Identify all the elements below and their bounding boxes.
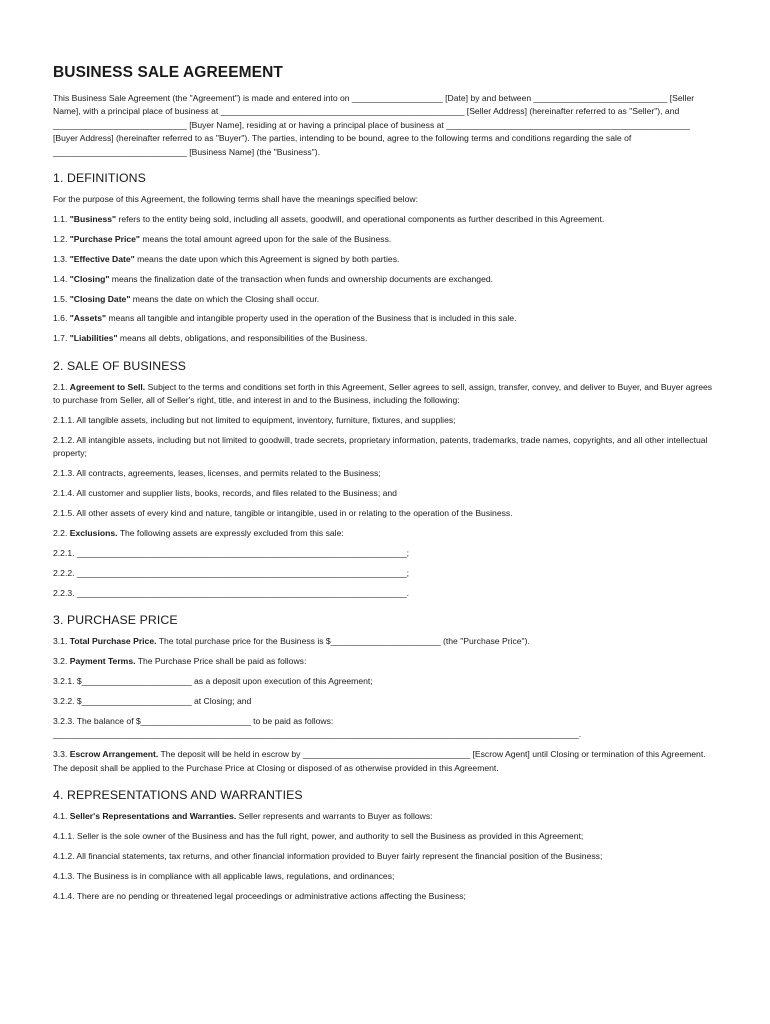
intro-paragraph: This Business Sale Agreement (the "Agreement") is made and entered into on ___________________ [Date] by and between ____________________________ [Seller Name], with a principal place of business at ___________________________________________________ [Seller Address] (hereinafter referred to as "Seller"), and ____________________________ [Buyer Name], residing at or having a principal place of business at ___________________________________________________ [Buyer Address] (hereinafter referred to as "Buyer"). The parties, intending to be bound, agree to the following terms and conditions regarding the sale of ____________________________ [Business Name] (the "Business"). — [53, 93, 695, 157]
clause-number: 3.2. — [53, 656, 70, 667]
clause-text: 2.2.3. _____________________________________________________________________. — [53, 587, 410, 598]
clause-paragraph — [53, 567, 717, 580]
section-heading: 4. REPRESENTATIONS AND WARRANTIES — [53, 787, 303, 802]
section-heading: 1. DEFINITIONS — [53, 171, 146, 186]
clause-paragraph — [53, 748, 717, 775]
clause-text: The Purchase Price shall be paid as follows: — [135, 656, 307, 667]
clause-paragraph — [53, 587, 717, 600]
clause-paragraph — [53, 253, 717, 266]
clause-number: 1.5. — [53, 293, 70, 304]
clause-text: 2.1.4. All customer and supplier lists, books, records, and files related to the Business; and — [53, 488, 397, 499]
clause-paragraph — [53, 547, 717, 560]
clause-text: 2.2.1. _____________________________________________________________________; — [53, 547, 410, 558]
clause-term: Escrow Arrangement. — [69, 749, 159, 760]
clause-paragraph — [53, 213, 717, 226]
clause-text: 3.2.1. $_______________________ as a deposit upon execution of this Agreement; — [53, 675, 373, 686]
clause-number: 3.1. — [53, 636, 70, 647]
sections-container — [53, 171, 717, 903]
clause-paragraph — [53, 635, 717, 648]
clause-number: 4.1. — [53, 810, 70, 821]
clause-paragraph — [53, 487, 717, 500]
clause-text: The deposit will be held in escrow by ___________________________________ [Escrow Agent] until Closing or termination of this Agreement. The deposit shall be applied to the Purchase Price at Closing or disposed of as otherwise provided in this Agreement. — [53, 749, 706, 773]
clause-text: means the total amount agreed upon for the sale of the Business. — [140, 233, 392, 244]
clause-term: "Business" — [69, 213, 117, 224]
clause-text: Seller represents and warrants to Buyer as follows: — [236, 810, 433, 821]
clause-text: Subject to the terms and conditions set forth in this Agreement, Seller agrees to sell, assign, transfer, convey, and deliver to Buyer, and Buyer agrees to purchase from Seller, all of Seller's right, title, and interest in and to the Business, including the following: — [53, 381, 713, 406]
clause-term: "Assets" — [69, 313, 107, 324]
clause-text: means all tangible and intangible property used in the operation of the Business that is included in this sale. — [106, 313, 517, 324]
clause-paragraph — [53, 830, 717, 843]
clause-paragraph — [53, 414, 717, 427]
clause-text: 4.1.1. Seller is the sole owner of the Business and has the full right, power, and authority to sell the Business as provided in this Agreement; — [53, 830, 584, 841]
clause-text: refers to the entity being sold, including all assets, goodwill, and operational components as further described in this Agreement. — [116, 213, 605, 224]
clause-text: 2.2.2. _____________________________________________________________________; — [53, 567, 410, 578]
clause-term: "Closing Date" — [69, 293, 131, 304]
clause-number: 1.3. — [53, 253, 70, 264]
clause-text: 3.2.3. The balance of $_______________________ to be paid as follows: ______________________________________________________________________________________________________________. — [53, 715, 582, 740]
clause-paragraph — [53, 675, 717, 688]
clause-term: "Closing" — [69, 273, 110, 284]
clause-paragraph — [53, 434, 717, 461]
clause-number: 1.4. — [53, 273, 70, 284]
clause-paragraph — [53, 715, 717, 742]
clause-paragraph — [53, 332, 717, 345]
clause-number: 2.2. — [53, 528, 70, 539]
clause-paragraph — [53, 655, 717, 668]
clause-term: "Liabilities" — [69, 333, 118, 344]
clause-number: 1.6. — [53, 313, 70, 324]
clause-paragraph — [53, 467, 717, 480]
clause-paragraph — [53, 890, 717, 903]
clause-text: means the finalization date of the transaction when funds and ownership documents are exchanged. — [109, 273, 494, 284]
clause-paragraph — [53, 507, 717, 520]
clause-text: means the date upon which this Agreement is signed by both parties. — [134, 253, 400, 264]
document-page — [53, 64, 717, 916]
clause-text: The total purchase price for the Business is $_______________________ (the "Purchase Price"). — [156, 636, 530, 647]
clause-paragraph — [53, 193, 717, 206]
section-heading: 2. SALE OF BUSINESS — [53, 358, 187, 373]
clause-text: 2.1.5. All other assets of every kind and nature, tangible or intangible, used in or relating to the operation of the Business. — [53, 508, 513, 519]
clause-term: Agreement to Sell. — [69, 381, 146, 392]
clause-text: 4.1.2. All financial statements, tax returns, and other financial information provided to Buyer fairly represent the financial position of the Business; — [53, 850, 603, 861]
clause-text: The following assets are expressly excluded from this sale: — [117, 528, 344, 539]
clause-paragraph — [53, 695, 717, 708]
clause-term: "Purchase Price" — [69, 233, 140, 244]
clause-number: 3.3. — [53, 749, 70, 760]
clause-text: 2.1.1. All tangible assets, including but not limited to equipment, inventory, furniture, fixtures, and supplies; — [53, 415, 456, 426]
clause-term: Exclusions. — [69, 528, 118, 539]
clause-number: 1.7. — [53, 333, 70, 344]
clause-paragraph — [53, 810, 717, 823]
clause-paragraph — [53, 273, 717, 286]
clause-text: For the purpose of this Agreement, the following terms shall have the meanings specified below: — [53, 194, 418, 205]
clause-text: 2.1.3. All contracts, agreements, leases, licenses, and permits related to the Business; — [53, 468, 381, 479]
clause-paragraph — [53, 293, 717, 306]
clause-text: 4.1.3. The Business is in compliance with all applicable laws, regulations, and ordinances; — [53, 870, 395, 881]
clause-term: Payment Terms. — [69, 656, 136, 667]
section-heading: 3. PURCHASE PRICE — [53, 613, 178, 628]
clause-text: means the date on which the Closing shall occur. — [130, 293, 320, 304]
clause-paragraph — [53, 312, 717, 325]
clause-text: 2.1.2. All intangible assets, including but not limited to goodwill, trade secrets, proprietary information, patents, trademarks, trade names, copyrights, and all other intellectual property; — [53, 435, 708, 459]
clause-paragraph — [53, 233, 717, 246]
clause-term: Total Purchase Price. — [69, 636, 157, 647]
clause-text: 4.1.4. There are no pending or threatened legal proceedings or administrative actions affecting the Business; — [53, 890, 466, 901]
clause-number: 2.1. — [53, 381, 70, 392]
clause-paragraph — [53, 870, 717, 883]
clause-paragraph — [53, 381, 717, 408]
clause-number: 1.2. — [53, 233, 70, 244]
clause-term: "Effective Date" — [69, 253, 135, 264]
clause-text: means all debts, obligations, and responsibilities of the Business. — [117, 333, 368, 344]
clause-text: 3.2.2. $_______________________ at Closing; and — [53, 695, 252, 706]
document-title: BUSINESS SALE AGREEMENT — [53, 64, 283, 81]
clause-term: Seller's Representations and Warranties. — [69, 810, 237, 821]
clause-paragraph — [53, 527, 717, 540]
clause-number: 1.1. — [53, 213, 70, 224]
clause-paragraph — [53, 850, 717, 863]
